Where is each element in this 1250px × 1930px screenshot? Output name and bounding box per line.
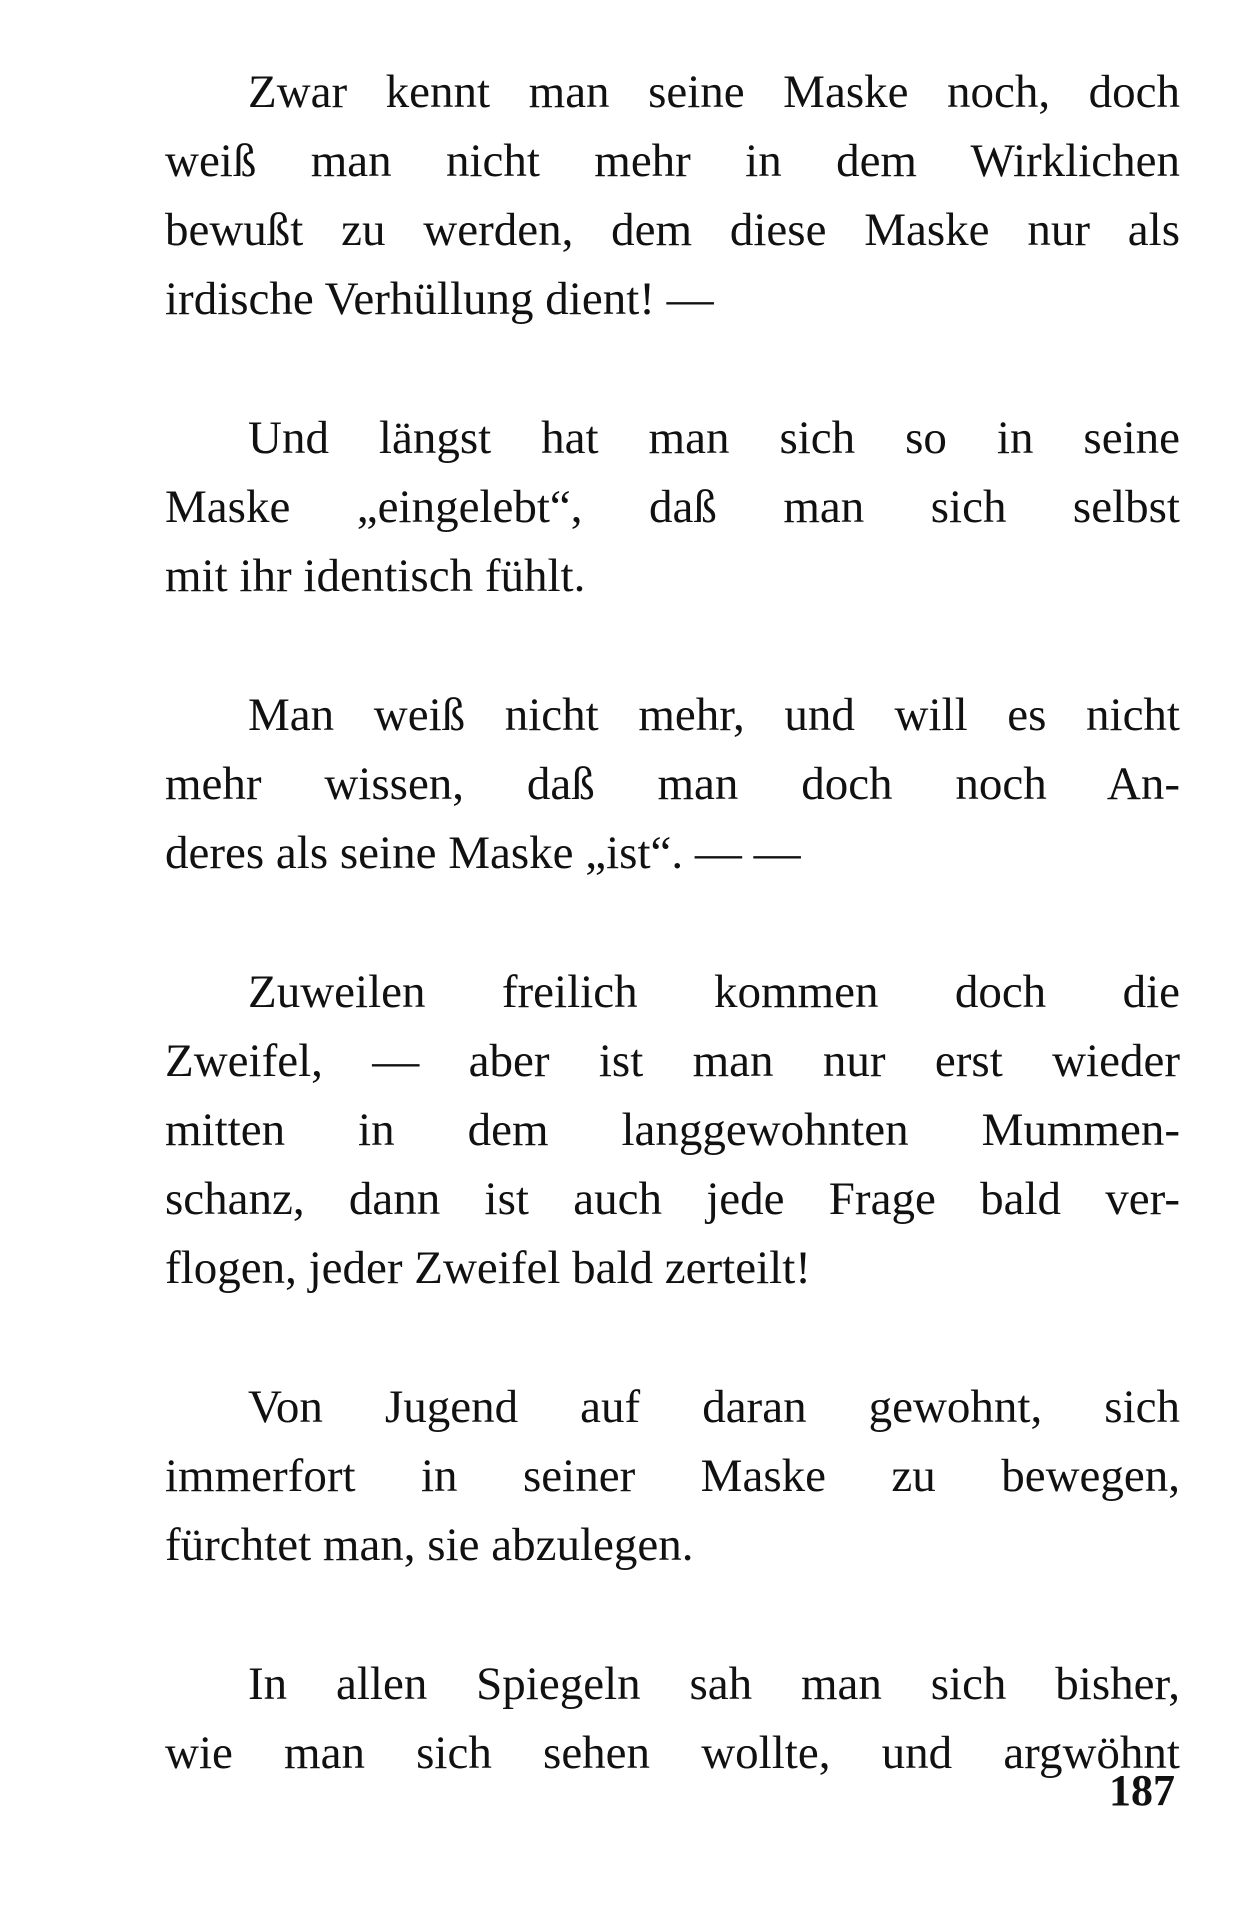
text-line: Und längst hat man sich so in seine (248, 412, 1180, 464)
body-text (165, 58, 1180, 1788)
paragraph (165, 58, 1180, 334)
text-line: Zwar kennt man seine Maske noch, doch (248, 66, 1180, 118)
paragraph (165, 1650, 1180, 1788)
text-line: flogen, jeder Zweifel bald zerteilt! (165, 1242, 811, 1294)
text-line: Man weiß nicht mehr, und will es nicht (248, 689, 1180, 741)
text-line: immerfort in seiner Maske zu bewegen, (165, 1450, 1180, 1502)
paragraph (165, 404, 1180, 611)
text-line: mitten in dem langgewohnten Mummen- (165, 1104, 1180, 1156)
text-line: Von Jugend auf daran gewohnt, sich (248, 1381, 1180, 1433)
paragraph (165, 681, 1180, 888)
text-line: Zweifel, — aber ist man nur erst wieder (165, 1035, 1180, 1087)
text-line: Maske „eingelebt“, daß man sich selbst (165, 481, 1180, 533)
text-line: wie man sich sehen wollte, und argwöhnt (165, 1727, 1180, 1779)
text-line: In allen Spiegeln sah man sich bisher, (248, 1658, 1180, 1710)
text-line: deres als seine Maske „ist“. — — (165, 827, 801, 879)
text-line: Zuweilen freilich kommen doch die (248, 966, 1180, 1018)
text-line: weiß man nicht mehr in dem Wirklichen (165, 135, 1180, 187)
text-line: irdische Verhüllung dient! — (165, 273, 714, 325)
paragraph (165, 958, 1180, 1303)
page-number: 187 (1109, 1766, 1175, 1815)
text-line: mit ihr identisch fühlt. (165, 550, 586, 602)
text-line: mehr wissen, daß man doch noch An- (165, 758, 1180, 810)
text-line: fürchtet man, sie abzulegen. (165, 1519, 694, 1571)
text-line: schanz, dann ist auch jede Frage bald ver- (165, 1173, 1180, 1225)
paragraph (165, 1373, 1180, 1580)
text-line: bewußt zu werden, dem diese Maske nur als (165, 204, 1180, 256)
